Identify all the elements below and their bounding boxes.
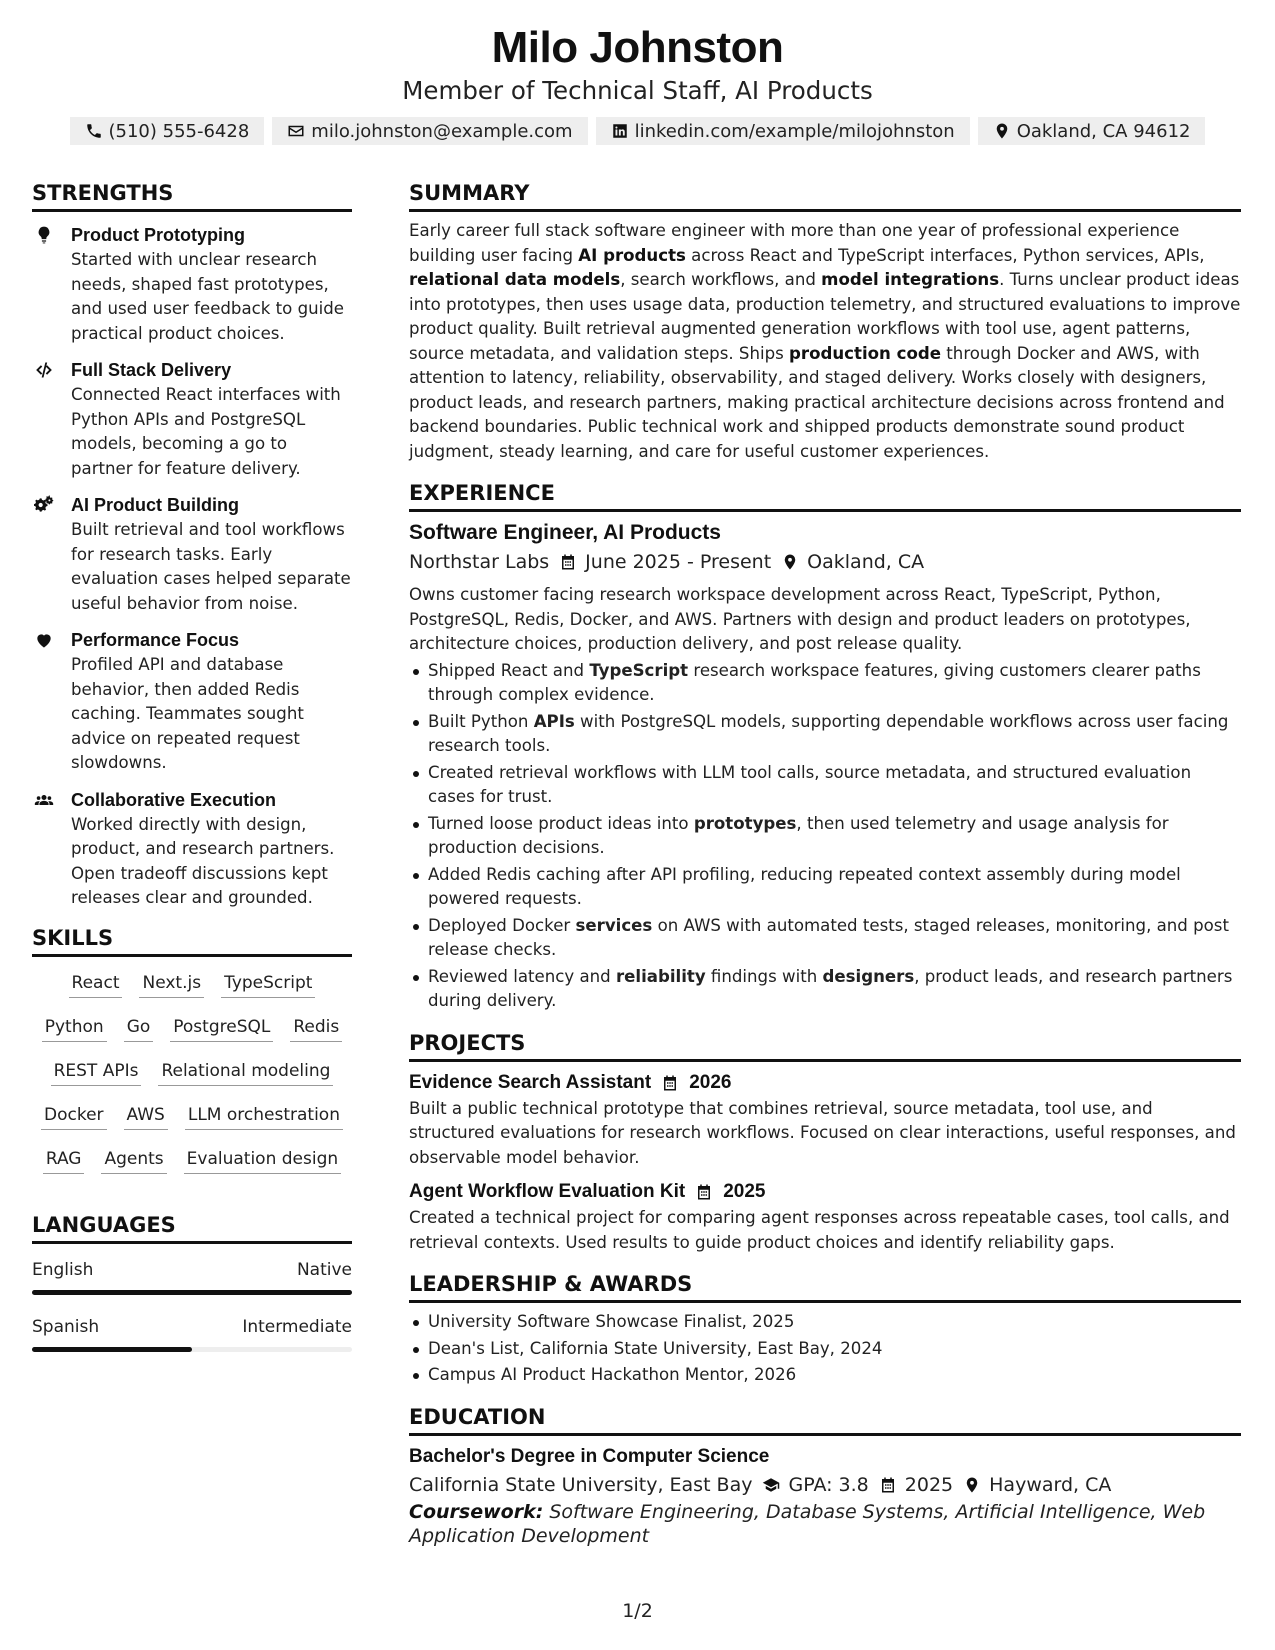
project-title — [409, 1069, 1241, 1097]
job-dates: June 2025 - Present — [585, 551, 772, 573]
language-level-fill — [32, 1290, 352, 1295]
coursework-list: Software Engineering, Database Systems, Artificial Intelligence, Web Application Development — [409, 1500, 1206, 1547]
skill-tag: Python — [42, 1015, 107, 1042]
skills-heading: SKILLS — [32, 923, 352, 957]
language-level-bar — [32, 1290, 352, 1295]
job-bullet: Created retrieval workflows with LLM tool calls, source metadata, and structured evaluation cases for trust. — [409, 761, 1241, 810]
contact-email[interactable] — [272, 117, 587, 145]
job-intro: Owns customer facing research workspace development across React, TypeScript, Python, PostgreSQL, Redis, Docker, and AWS. Partners with design and product leaders on prototypes, architecture choices, production delivery, and post release quality. — [409, 585, 1191, 653]
languages-heading: LANGUAGES — [32, 1210, 352, 1244]
coursework — [409, 1500, 1241, 1548]
map-pin-icon — [963, 1476, 981, 1494]
skill-tag: Redis — [290, 1015, 342, 1042]
strength-title: AI Product Building — [71, 495, 239, 515]
skill-tag: React — [69, 971, 123, 998]
contact-linkedin[interactable] — [596, 117, 970, 145]
users-icon — [32, 789, 56, 811]
strength-title: Performance Focus — [71, 630, 240, 650]
project-desc: Created a technical project for comparing agent responses across repeatable cases, tool calls, and retrieval contexts. Used results to guide product choices and identify reliability gaps. — [409, 1208, 1230, 1252]
project-year: 2026 — [689, 1071, 732, 1093]
job-bullet: Built Python APIs with PostgreSQL models, supporting dependable workflows across user facing research tools. — [409, 710, 1241, 759]
lightbulb-icon — [32, 224, 56, 246]
skill-tag: AWS — [124, 1103, 168, 1130]
envelope-icon — [287, 122, 305, 140]
language-item — [32, 1315, 352, 1352]
strength-item — [32, 492, 352, 616]
project-name: Agent Workflow Evaluation Kit — [409, 1181, 686, 1202]
education-meta — [409, 1470, 1241, 1500]
skill-tag: Evaluation design — [184, 1147, 342, 1174]
map-pin-icon — [993, 122, 1011, 140]
code-icon — [32, 359, 56, 381]
job-bullet: Turned loose product ideas into prototypes, then used telemetry and usage analysis for production decisions. — [409, 812, 1241, 861]
strength-item — [32, 222, 352, 346]
project-name: Evidence Search Assistant — [409, 1071, 652, 1093]
language-item — [32, 1254, 352, 1295]
calendar-icon — [695, 1183, 713, 1201]
contact-phone-text: (510) 555-6428 — [108, 120, 250, 142]
map-pin-icon — [781, 553, 799, 571]
award-item: University Software Showcase Finalist, 2025 — [409, 1310, 1241, 1335]
project-title — [409, 1178, 1241, 1206]
awards-heading: LEADERSHIP & AWARDS — [409, 1269, 1241, 1303]
graduation-cap-icon — [762, 1476, 780, 1494]
job-meta — [409, 547, 1241, 577]
skill-tag: Relational modeling — [158, 1059, 333, 1086]
left-column — [32, 178, 352, 1372]
job-bullet: Shipped React and TypeScript research workspace features, giving customers clearer paths through complex evidence. — [409, 659, 1241, 708]
project-year: 2025 — [723, 1181, 766, 1202]
skill-tag: Go — [124, 1015, 154, 1042]
projects-heading: PROJECTS — [409, 1028, 1241, 1062]
job-bullet: Reviewed latency and reliability findings with designers, product leads, and research partners during delivery. — [409, 965, 1241, 1014]
degree-title: Bachelor's Degree in Computer Science — [409, 1445, 770, 1467]
candidate-headline: Member of Technical Staff, AI Products — [402, 76, 873, 105]
contact-linkedin-text: linkedin.com/example/milojohnston — [634, 120, 955, 142]
language-level-fill — [32, 1347, 192, 1352]
resume-header — [0, 22, 1275, 145]
contact-location-text: Oakland, CA 94612 — [1016, 120, 1191, 142]
strength-desc: Started with unclear research needs, shaped fast prototypes, and used user feedback to guide practical product choices. — [71, 250, 344, 343]
contact-location — [978, 117, 1206, 145]
calendar-icon — [559, 553, 577, 571]
strength-item — [32, 357, 352, 481]
language-level: Native — [296, 1259, 352, 1280]
school-location: Hayward, CA — [989, 1473, 1112, 1496]
calendar-icon — [879, 1476, 897, 1494]
calendar-icon — [661, 1074, 679, 1092]
job-location: Oakland, CA — [807, 551, 925, 573]
language-level-bar — [32, 1347, 352, 1352]
summary-heading: SUMMARY — [409, 178, 1241, 212]
strength-item — [32, 627, 352, 776]
education-heading: EDUCATION — [409, 1402, 1241, 1436]
language-level: Intermediate — [242, 1316, 352, 1337]
job-bullets — [409, 659, 1241, 1014]
skill-tag: Docker — [41, 1103, 107, 1130]
job-title: Software Engineer, AI Products — [409, 521, 721, 544]
experience-heading: EXPERIENCE — [409, 478, 1241, 512]
skill-tag: REST APIs — [51, 1059, 142, 1086]
school-name: California State University, East Bay — [409, 1473, 753, 1496]
skill-tag: LLM orchestration — [185, 1103, 343, 1130]
awards-list — [409, 1310, 1241, 1388]
strengths-heading: STRENGTHS — [32, 178, 352, 212]
candidate-name: Milo Johnston — [491, 23, 784, 72]
skill-tag: RAG — [43, 1147, 85, 1174]
job-bullet: Added Redis caching after API profiling, reducing repeated context assembly during model powered requests. — [409, 863, 1241, 912]
strength-title: Product Prototyping — [71, 225, 245, 245]
coursework-label: Coursework: — [409, 1500, 544, 1523]
contact-bar — [0, 117, 1275, 145]
summary-text: Early career full stack software engineer with more than one year of professional experience building user facing AI products across React and TypeScript interfaces, Python services, APIs, relational data models, search workflows, and model integrations. Turns unclear product ideas into prototypes, then uses usage data, production telemetry, and structured evaluations to improve product quality. Built retrieval augmented generation workflows with tool use, agent patterns, source metadata, and validation steps. Ships production code through Docker and AWS, with attention to latency, reliability, observability, and staged delivery. Works closely with designers, product leads, and research partners, making practical architecture decisions across frontend and backend boundaries. Public technical work and shipped products demonstrate sound product judgment, steady learning, and care for useful customer experiences. — [409, 221, 1241, 461]
contact-phone[interactable] — [70, 117, 265, 145]
skill-tag: PostgreSQL — [170, 1015, 273, 1042]
skills-list — [32, 967, 352, 1174]
phone-icon — [85, 122, 103, 140]
strength-title: Full Stack Delivery — [71, 360, 232, 380]
job-bullet: Deployed Docker services on AWS with automated tests, staged releases, monitoring, and post release checks. — [409, 914, 1241, 963]
page-number: 1/2 — [622, 1600, 653, 1622]
skill-tag: Agents — [101, 1147, 166, 1174]
gears-icon — [32, 494, 56, 516]
gpa: GPA: 3.8 — [788, 1473, 869, 1496]
award-item: Dean's List, California State University, East Bay, 2024 — [409, 1337, 1241, 1362]
project-desc: Built a public technical prototype that combines retrieval, source metadata, tool use, and structured evaluations for research workflows. Focused on clear interactions, useful responses, and observable model behavior. — [409, 1098, 1236, 1167]
contact-email-text: milo.johnston@example.com — [311, 120, 573, 142]
skill-tag: Next.js — [139, 971, 204, 998]
job-company: Northstar Labs — [409, 551, 550, 573]
skill-tag: TypeScript — [221, 971, 315, 998]
strength-desc: Profiled API and database behavior, then added Redis caching. Teammates sought advice on repeated request slowdowns. — [71, 655, 304, 772]
award-item: Campus AI Product Hackathon Mentor, 2026 — [409, 1363, 1241, 1388]
strength-desc: Worked directly with design, product, and research partners. Open tradeoff discussions kept releases clear and grounded. — [71, 814, 335, 907]
heart-icon — [32, 629, 56, 651]
strength-item — [32, 787, 352, 911]
graduation-year: 2025 — [904, 1473, 954, 1496]
strength-title: Collaborative Execution — [71, 789, 277, 810]
linkedin-icon — [611, 122, 629, 140]
language-name: Spanish — [32, 1316, 100, 1337]
right-column — [409, 178, 1241, 1548]
strength-desc: Built retrieval and tool workflows for research tasks. Early evaluation cases helped separate useful behavior from noise. — [71, 520, 351, 613]
language-name: English — [32, 1259, 94, 1280]
strength-desc: Connected React interfaces with Python APIs and PostgreSQL models, becoming a go to partner for feature delivery. — [71, 385, 341, 478]
